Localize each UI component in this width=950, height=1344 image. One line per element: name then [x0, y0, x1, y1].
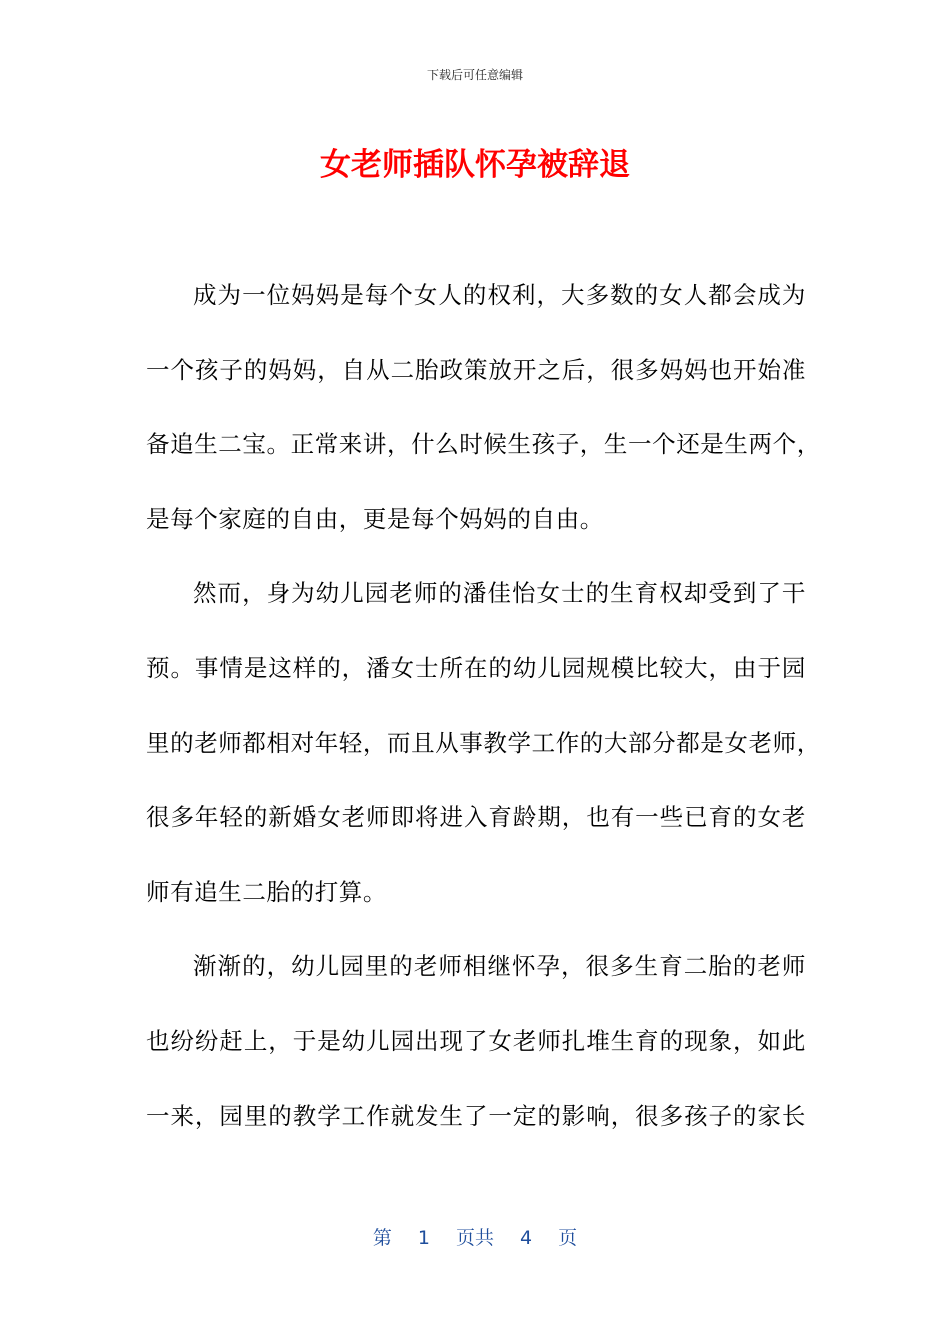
paragraph-2-line-2: 预。事情是这样的，潘女士所在的幼儿园规模比较大，由于园 [146, 653, 806, 682]
paragraph-1-line-2: 一个孩子的妈妈，自从二胎政策放开之后，很多妈妈也开始准 [146, 355, 806, 384]
footer-current-page: 1 [417, 1227, 430, 1249]
paragraph-1-line-4: 是每个家庭的自由，更是每个妈妈的自由。 [146, 504, 604, 533]
paragraph-2-line-5: 师有追生二胎的打算。 [146, 877, 387, 906]
document-body [146, 270, 821, 1165]
paragraph-3-line-3: 一来，园里的教学工作就发生了一定的影响，很多孩子的家长 [146, 1101, 806, 1130]
paragraph-3-line-2: 也纷纷赶上，于是幼儿园出现了女老师扎堆生育的现象，如此 [146, 1026, 806, 1055]
footer-label-middle: 页共 [455, 1227, 494, 1249]
footer-label-suffix: 页 [558, 1227, 578, 1249]
paragraph-2-line-4: 很多年轻的新婚女老师即将进入育龄期，也有一些已育的女老 [146, 803, 806, 832]
paragraph-2-line-1: 然而，身为幼儿园老师的潘佳怡女士的生育权却受到了干 [193, 579, 806, 608]
page-footer [0, 1222, 950, 1254]
page-header-note: 下载后可任意编辑 [426, 68, 523, 82]
paragraph-3-line-1: 渐渐的，幼儿园里的老师相继怀孕，很多生育二胎的老师 [193, 952, 806, 981]
document-title: 女老师插队怀孕被辞退 [320, 147, 630, 183]
paragraph-1-line-3: 备追生二宝。正常来讲，什么时候生孩子，生一个还是生两个， [146, 430, 821, 459]
paragraph-2-line-3: 里的老师都相对年轻，而且从事教学工作的大部分都是女老师， [146, 728, 821, 757]
paragraph-1-line-1: 成为一位妈妈是每个女人的权利，大多数的女人都会成为 [193, 281, 806, 309]
footer-label-prefix: 第 [372, 1227, 392, 1249]
footer-total-pages: 4 [520, 1227, 533, 1249]
